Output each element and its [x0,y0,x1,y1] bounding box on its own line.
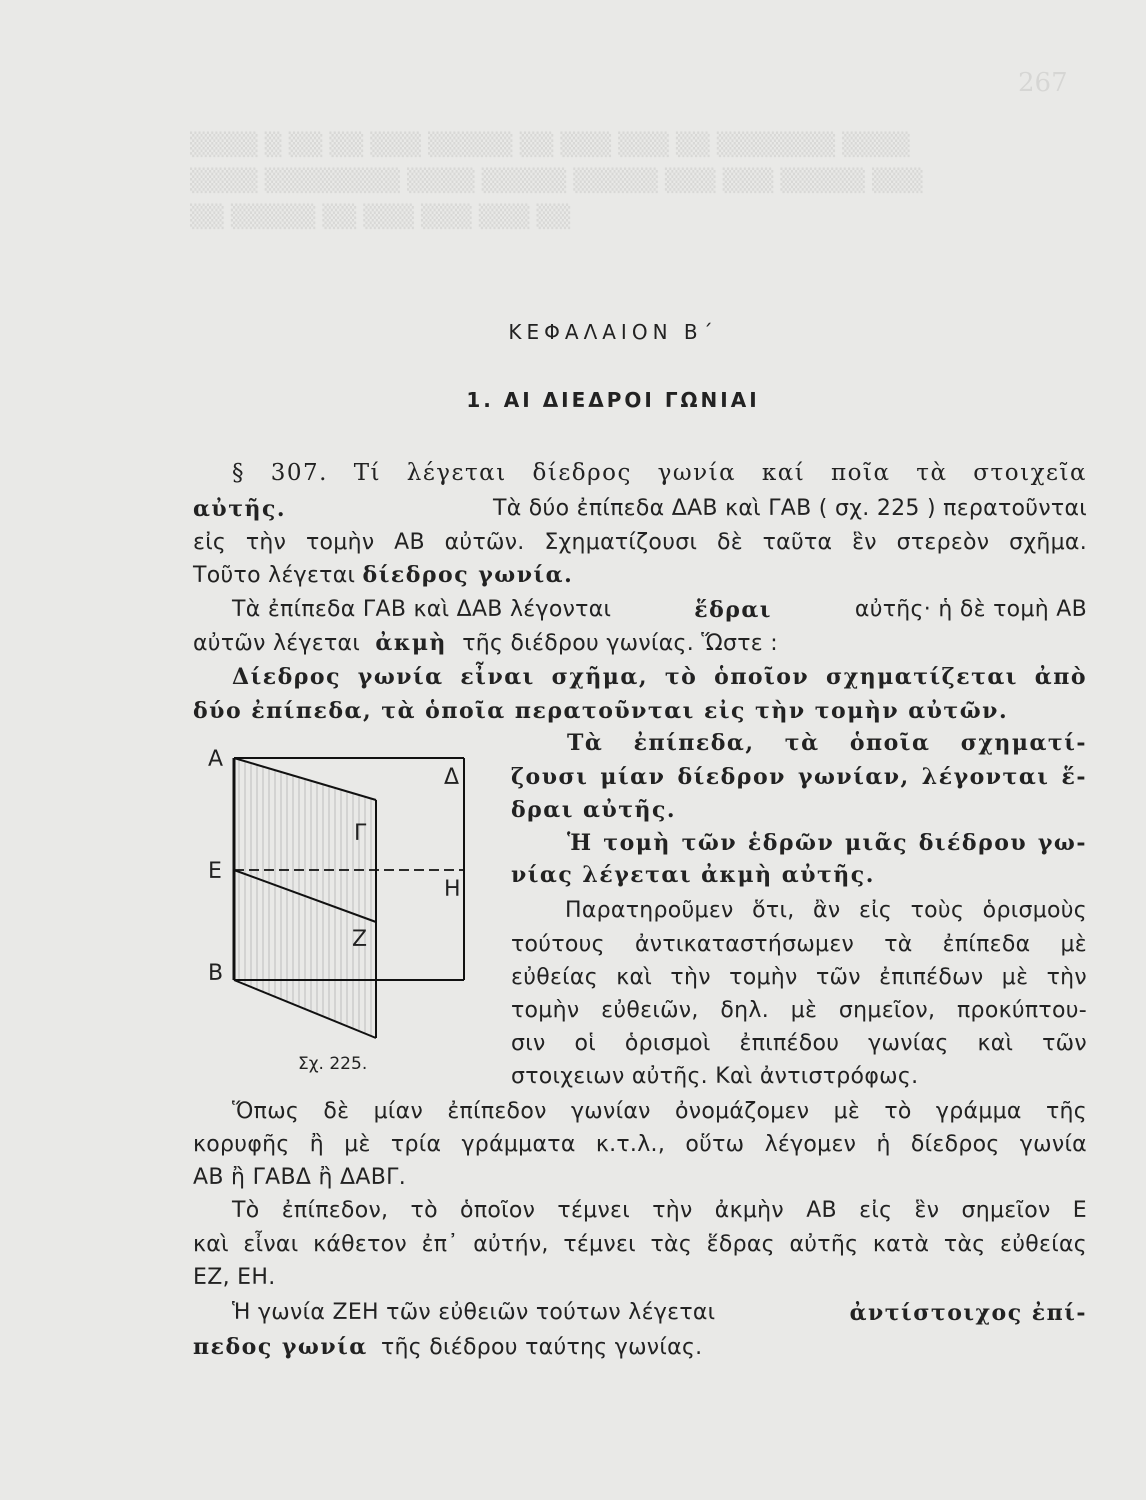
definition-dihedral-line-1: Δίεδρος γωνία εἶναι σχῆμα, τὸ ὁποῖον σχηματίζεται ἀπὸ [232,664,1087,690]
paragraph-observe-line-3: εὐθείας καὶ τὴν τομὴν τῶν ἐπιπέδων μὲ τὴν [511,965,1087,990]
text: τῆς διέδρου ταύτης γωνίας. [381,1335,703,1360]
term-dihedral-angle: δίεδρος γωνία. [362,562,574,588]
paragraph-observe-line-6: στοιχειων αὐτῆς. Καὶ ἀντιστρόφως. [511,1064,919,1089]
definition-faces-line-3: δραι αὐτῆς. [511,797,677,823]
paragraph-307-line-1 [232,460,1087,486]
figure-caption: Σχ. 225. [298,1054,368,1074]
paragraph-observe-line-5: σιν οἱ ὁρισμοὶ ἐπιπέδου γωνίας καὶ τῶν [511,1031,1087,1056]
paragraph-naming-line-2: κορυφῆς ἢ μὲ τρία γράμματα κ.τ.λ., οὕτω λέγομεν ἡ δίεδρος γωνία [193,1132,1087,1157]
label-z: Ζ [352,927,368,952]
paragraph-307-line-3: εἰς τὴν τομὴν ΑΒ αὐτῶν. Σχηματίζουσι δὲ ταῦτα ἓν στερεὸν σχῆμα. [193,530,1087,555]
figure-225 [196,740,496,1080]
text: Ἡ γωνία ΖΕΗ τῶν εὐθειῶν τούτων λέγεται [232,1300,716,1325]
paragraph-307-line-2 [193,496,1087,522]
text: αὐτῶν λέγεται [193,631,361,656]
definition-edge-line-1: Ἡ τομὴ τῶν ἑδρῶν μιᾶς διέδρου γω- [567,830,1087,856]
label-g: Γ [354,821,367,846]
term-plane-angle: πεδος γωνία [193,1334,368,1360]
definition-dihedral-line-2: δύο ἐπίπεδα, τὰ ὁποῖα περατοῦνται εἰς τὴν τομὴν αὐτῶν. [193,698,1009,724]
paragraph-307-line-4 [193,562,573,588]
definition-faces-line-2: ζουσι μίαν δίεδρον γωνίαν, λέγονται ἕ- [511,764,1087,790]
text: Τὰ ἐπίπεδα ΓΑΒ καὶ ΔΑΒ λέγονται [232,597,612,622]
term-edge: ἀκμὴ [375,630,447,656]
text: αὐτῆς· ἡ δὲ τομὴ ΑΒ [854,597,1087,622]
section-307-title: § 307. Τί λέγεται δίεδρος γωνία καί ποῖα τὰ στοιχεῖα [232,460,1087,486]
paragraph-naming-line-1: Ὅπως δὲ μίαν ἐπίπεδον γωνίαν ὀνομάζομεν μὲ τὸ γράμμα τῆς [232,1099,1087,1124]
paragraph-plane-line-3: ΕΖ, ΕΗ. [193,1265,276,1290]
paragraph-plane-line-1: Τὸ ἐπίπεδον, τὸ ὁποῖον τέμνει τὴν ἀκμὴν ΑΒ εἰς ἓν σημεῖον Ε [232,1198,1087,1223]
definition-edge-line-2: νίας λέγεται ἀκμὴ αὐτῆς. [511,862,875,888]
text: Τὰ δύο ἐπίπεδα ΔΑΒ καὶ ΓΑΒ ( σχ. 225 ) περατοῦνται [492,496,1087,521]
paragraph-observe-line-2: τούτους ἀντικαταστήσωμεν τὰ ἐπίπεδα μὲ [511,932,1087,957]
label-b: Β [208,961,224,986]
paragraph-faces-line-2 [193,630,778,656]
bleed-through-text: ▒▒ ▒▒▒▒▒ ▒▒ ▒▒▒ ▒▒▒ ▒▒▒ ▒▒ [190,205,571,230]
label-a: Α [208,747,224,772]
face-gab [234,758,376,1038]
paragraph-observe-line-1: Παρατηροῦμεν ὅτι, ἂν εἰς τοὺς ὁρισμοὺς [565,898,1087,923]
bleed-through-page-number: 267 [1018,68,1068,98]
paragraph-faces-line-1 [232,597,1087,623]
paragraph-plane-angle-line-2 [193,1334,702,1360]
label-e: Ε [208,859,222,884]
chapter-heading: ΚΕΦΑΛΑΙΟΝ Β΄ [508,320,718,344]
term-faces: ἕδραι [694,597,772,623]
bleed-through-text: ▒▒▒▒ ▒▒▒▒▒▒▒▒ ▒▒▒▒ ▒▒▒▒▒ ▒▒▒▒▒ ▒▒▒ ▒▒▒ ▒▒▒▒▒ ▒▒▒ [190,169,923,194]
text: τῆς διέδρου γωνίας. Ὥστε : [462,631,778,656]
paragraph-naming-line-3: ΑΒ ἢ ΓΑΒΔ ἢ ΔΑΒΓ. [193,1165,406,1190]
paragraph-plane-line-2: καὶ εἶναι κάθετον ἐπ᾿ αὐτήν, τέμνει τὰς ἕδρας αὐτῆς κατὰ τὰς εὐθείας [193,1232,1087,1257]
definition-faces-line-1: Τὰ ἐπίπεδα, τὰ ὁποῖα σχηματί- [567,730,1087,756]
text: Τοῦτο λέγεται [193,563,356,588]
text-bold: αὐτῆς. [193,496,287,522]
paragraph-observe-line-4: τομὴν εὐθειῶν, δηλ. μὲ σημεῖον, προκύπτου- [511,998,1087,1023]
bleed-through-text: ▒▒▒▒ ▒ ▒▒ ▒▒ ▒▒▒ ▒▒▒▒▒ ▒▒ ▒▒▒ ▒▒▒ ▒▒ ▒▒▒▒▒▒▒ ▒▒▒▒ [190,133,910,158]
paragraph-plane-angle-line-1 [232,1300,1087,1326]
label-d: Δ [444,765,460,790]
label-h: Η [444,877,461,902]
section-heading: 1. ΑΙ ΔΙΕΔΡΟΙ ΓΩΝΙΑΙ [466,388,760,412]
term-corresponding-plane-angle: ἀντίστοιχος ἐπί- [849,1300,1087,1326]
